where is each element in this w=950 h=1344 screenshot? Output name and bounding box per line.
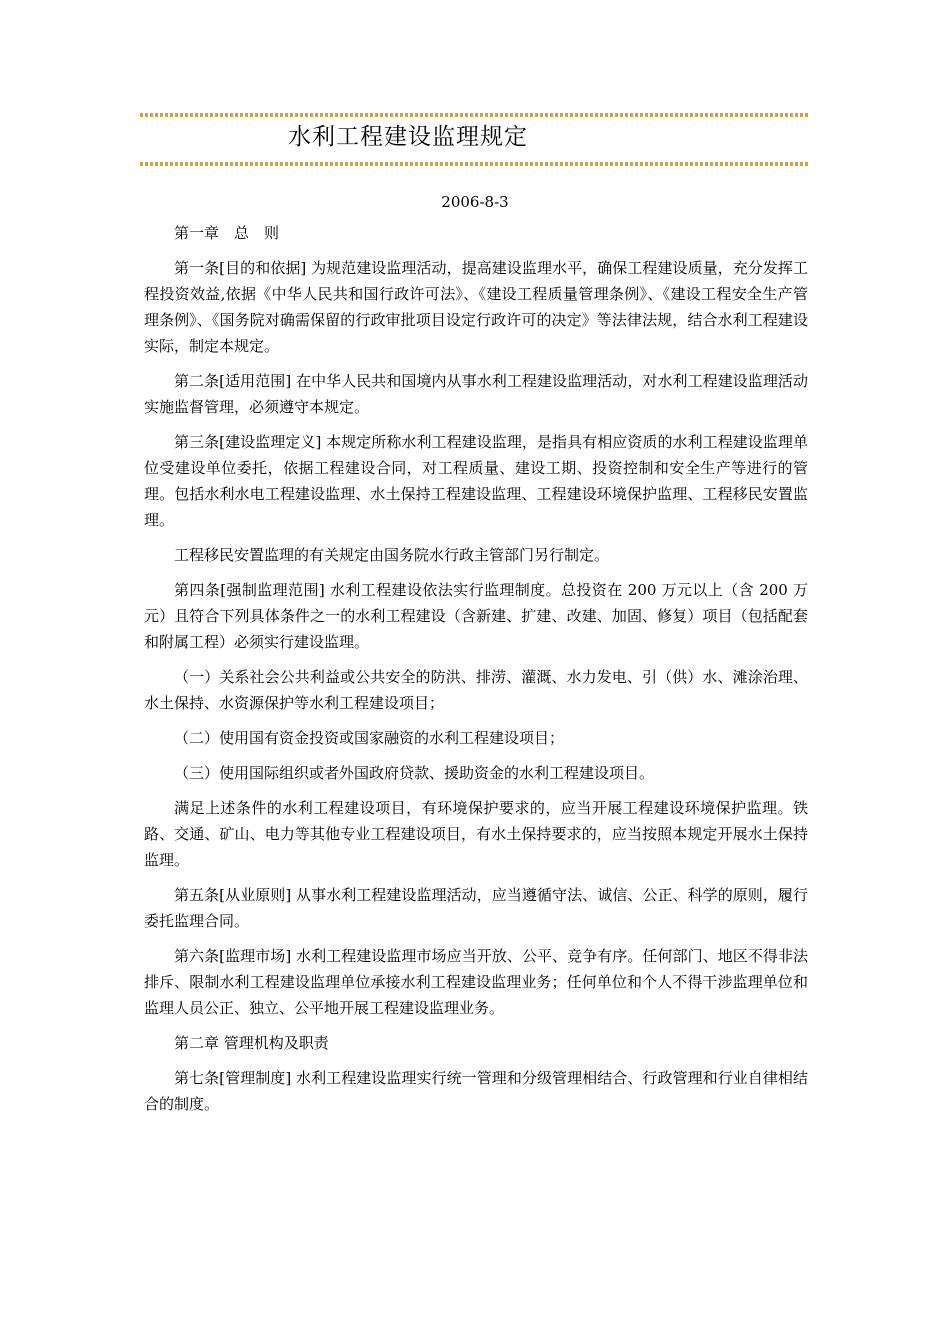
bottom-decorative-rule [140, 162, 810, 166]
list-item-paragraph: （三）使用国际组织或者外国政府贷款、援助资金的水利工程建设项目。 [174, 764, 655, 782]
article-paragraph: 第五条[从业原则] 从事水利工程建设监理活动，应当遵循守法、诚信、公正、科学的原则，履行委托监理合同。 [144, 886, 808, 930]
document-title: 水利工程建设监理规定 [288, 124, 528, 150]
chapter-heading: 第一章 总 则 [174, 224, 280, 242]
list-item-paragraph: （一）关系社会公共利益或公共安全的防洪、排涝、灌溉、水力发电、引（供）水、滩涂治理、水土保持、水资源保护等水利工程建设项目； [144, 668, 808, 712]
article-paragraph: 第二条[适用范围] 在中华人民共和国境内从事水利工程建设监理活动，对水利工程建设监理活动实施监督管理，必须遵守本规定。 [144, 372, 808, 416]
article-paragraph: 第三条[建设监理定义] 本规定所称水利工程建设监理，是指具有相应资质的水利工程建设监理单位受建设单位委托，依据工程建设合同，对工程质量、建设工期、投资控制和安全生产等进行的管理。包括水利水电工程建设监理、水土保持工程建设监理、工程建设环境保护监理、工程移民安置监理。 [144, 433, 808, 529]
article-paragraph: 第六条[监理市场] 水利工程建设监理市场应当开放、公平、竞争有序。任何部门、地区不得非法排斥、限制水利工程建设监理单位承接水利工程建设监理业务；任何单位和个人不得干涉监理单位和监理人员公正、独立、公平地开展工程建设监理业务。 [144, 947, 808, 1017]
article-paragraph: 满足上述条件的水利工程建设项目，有环境保护要求的，应当开展工程建设环境保护监理。铁路、交通、矿山、电力等其他专业工程建设项目，有水土保持要求的，应当按照本规定开展水土保持监理。 [144, 799, 808, 869]
article-paragraph: 工程移民安置监理的有关规定由国务院水行政主管部门另行制定。 [174, 546, 610, 564]
document-date: 2006-8-3 [441, 193, 509, 211]
document-body [144, 220, 808, 1126]
article-paragraph: 第一条[目的和依据] 为规范建设监理活动，提高建设监理水平，确保工程建设质量，充分发挥工程投资效益,依据《中华人民共和国行政许可法》、《建设工程质量管理条例》、《建设工程安全生产管理条例》、《国务院对确需保留的行政审批项目设定行政许可的决定》等法律法规，结合水利工程建设实际，制定本规定。 [144, 259, 808, 355]
article-paragraph: 第四条[强制监理范围] 水利工程建设依法实行监理制度。总投资在 200 万元以上（含 200 万元）且符合下列具体条件之一的水利工程建设（含新建、扩建、改建、加固、修复）项目（包括配套和附属工程）必须实行建设监理。 [144, 581, 808, 651]
list-item-paragraph: （二）使用国有资金投资或国家融资的水利工程建设项目； [174, 729, 565, 747]
top-decorative-rule [140, 113, 810, 117]
article-paragraph: 第七条[管理制度] 水利工程建设监理实行统一管理和分级管理相结合、行政管理和行业自律相结合的制度。 [144, 1069, 808, 1113]
chapter-heading: 第二章 管理机构及职责 [174, 1034, 329, 1052]
